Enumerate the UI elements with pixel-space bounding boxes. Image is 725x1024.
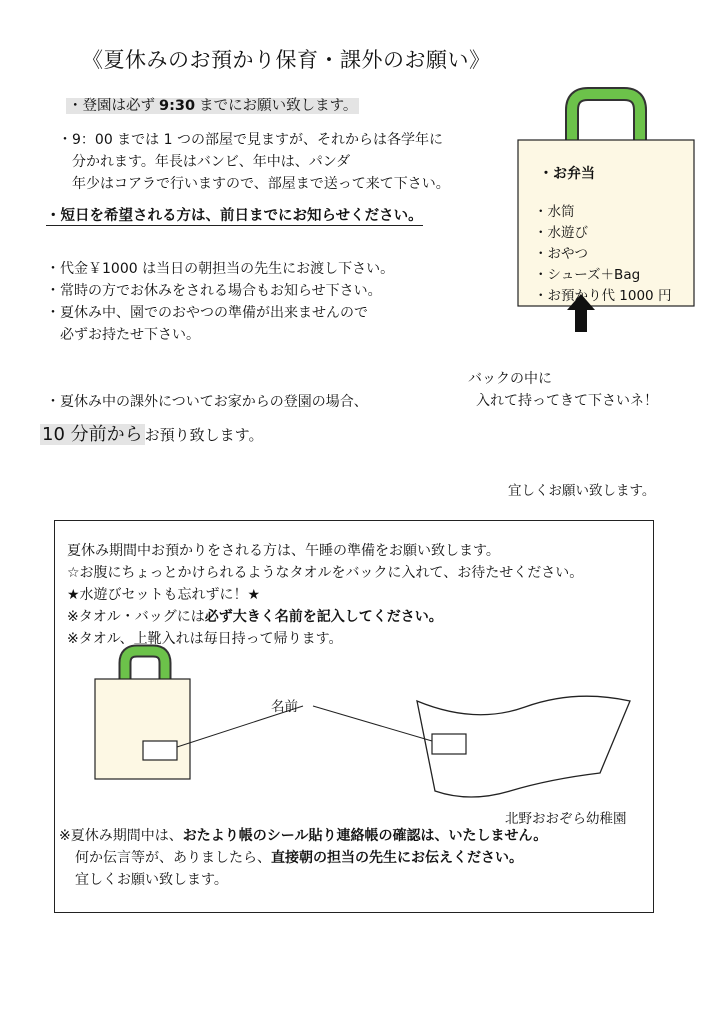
box-footer-1-bold: おたより帳のシール貼り連絡帳の確認は、いたしません。	[182, 828, 548, 844]
box-line-2: ☆お腹にちょっとかけられるようなタオルをバックに入れて、お待たせください。	[67, 565, 584, 581]
snack-line-1: ・夏休み中、園でのおやつの準備が出来ませんので	[46, 305, 368, 321]
bag-list-item-shoes: ・シューズ＋Bag	[534, 267, 641, 283]
ten-minutes-highlight: 10 分前から	[42, 424, 143, 445]
name-label-illustration	[55, 641, 653, 801]
box-line-4-bold: 必ず大きく名前を記入してください。	[204, 609, 443, 625]
bag-note-line-1: バックの中に	[468, 371, 552, 387]
snack-line-2: 必ずお持たせ下さい。	[60, 327, 200, 343]
box-line-3: ★水遊びセットも忘れずに！★	[67, 587, 261, 603]
page-title: 《夏休みのお預かり保育・課外のお願い》	[82, 48, 491, 72]
box-footer-2	[75, 847, 523, 869]
short-day-notice	[46, 204, 423, 225]
ten-minutes-line	[40, 420, 263, 446]
box-line-5: ※タオル、上靴入れは毎日持って帰ります。	[67, 631, 343, 647]
fee-line: ・代金￥1000 は当日の朝担当の先生にお渡し下さい。	[46, 261, 395, 277]
regards-top: 宜しくお願い致します。	[508, 483, 656, 499]
box-footer-2-prefix: 何か伝言等が、ありましたら、	[75, 850, 271, 866]
bag-list-heading: ・お弁当	[539, 166, 595, 182]
arrival-time-value: 9:30	[159, 98, 196, 114]
ten-minutes-suffix: お預り致します。	[144, 426, 264, 444]
nap-preparation-box	[54, 520, 654, 913]
schedule-line-1: ・9：00 までは 1 つの部屋で見ますが、それからは各学年に	[58, 132, 443, 148]
bag-note-line-2: 入れて持ってきて下さいネ！	[476, 393, 658, 409]
box-line-1: 夏休み期間中お預かりをされる方は、午睡の準備をお願い致します。	[67, 543, 500, 559]
schedule-line-2: 分かれます。年長はバンビ、年中は、パンダ	[72, 154, 351, 170]
box-footer-2-bold: 直接朝の担当の先生にお伝えください。	[271, 850, 523, 866]
absence-line: ・常時の方でお休みをされる場合もお知らせ下さい。	[46, 283, 382, 299]
box-line-4	[67, 606, 443, 628]
box-line-4-prefix: ※タオル・バッグには	[67, 609, 205, 625]
bag-list-item-water-play: ・水遊び	[534, 225, 588, 241]
bag-list-item-fee: ・お預かり代 1000 円	[534, 288, 672, 304]
arrival-time-suffix: までにお願い致します。	[199, 98, 358, 114]
bag-list-item-bottle: ・水筒	[534, 204, 575, 220]
box-footer-3: 宜しくお願い致します。	[75, 872, 228, 888]
box-footer-1	[59, 825, 547, 847]
short-day-text: ・短日を希望される方は、前日までにお知らせください。	[46, 208, 423, 224]
arrival-time-prefix: ・登園は必ず	[68, 98, 155, 114]
school-name: 北野おおぞら幼稚園	[505, 811, 627, 827]
bag-list-item-snack: ・おやつ	[534, 246, 588, 262]
extracurricular-line: ・夏休み中の課外についてお家からの登園の場合、	[46, 394, 368, 410]
schedule-line-3: 年少はコアラで行いますので、部屋まで送って来て下さい。	[72, 176, 450, 192]
name-label: 名前	[271, 699, 298, 715]
arrival-time-line	[66, 94, 359, 115]
box-footer-1-prefix: ※夏休み期間中は、	[59, 828, 183, 844]
